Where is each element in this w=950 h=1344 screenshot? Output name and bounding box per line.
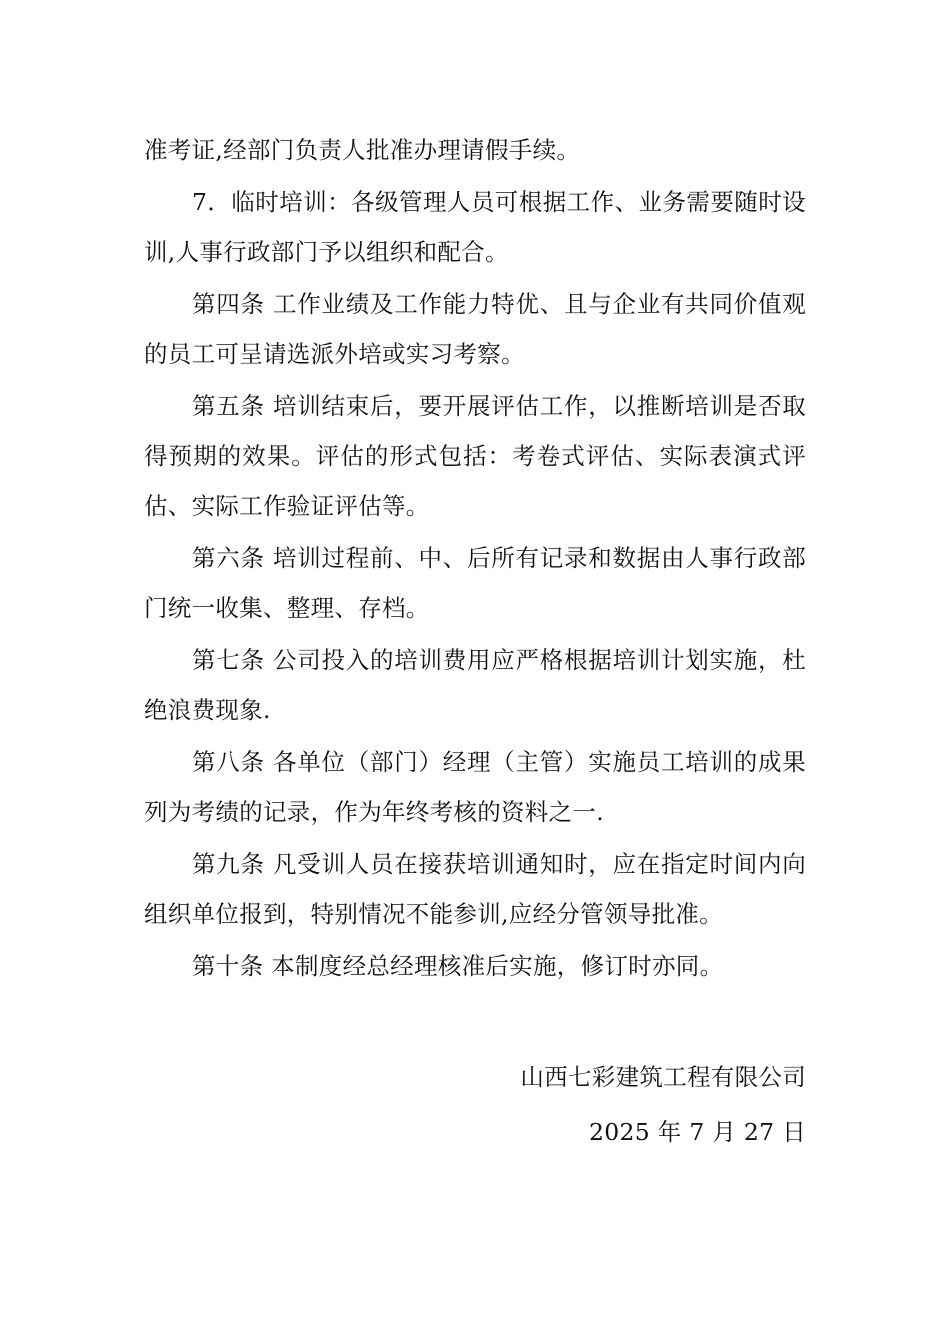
paragraph-article-4: 第四条 工作业绩及工作能力特优、且与企业有共同价值观的员工可呈请选派外培或实习考察。 — [144, 290, 806, 368]
paragraph-article-5: 第五条 培训结束后，要开展评估工作，以推断培训是否取得预期的效果。评估的形式包括：考卷式评估、实际表演式评估、实际工作验证评估等。 — [144, 392, 806, 520]
paragraph-article-9: 第九条 凡受训人员在接获培训通知时，应在指定时间内向组织单位报到，特别情况不能参训,应经分管领导批准。 — [144, 850, 806, 928]
signature-block — [520, 1050, 806, 1160]
paragraph-article-6: 第六条 培训过程前、中、后所有记录和数据由人事行政部门统一收集、整理、存档。 — [144, 544, 806, 622]
document-body — [144, 125, 806, 993]
company-name: 山西七彩建筑工程有限公司 — [520, 1063, 806, 1091]
paragraph-continuation: 准考证,经部门负责人批准办理请假手续。 — [144, 136, 581, 164]
signature-date: 2025 年 7 月 27 日 — [588, 1118, 806, 1146]
paragraph-article-7: 第七条 公司投入的培训费用应严格根据培训计划实施，杜绝浪费现象. — [144, 646, 806, 724]
paragraph-article-8: 第八条 各单位（部门）经理（主管）实施员工培训的成果列为考绩的记录，作为年终考核的资料之一. — [144, 748, 806, 826]
paragraph-temporary-training: 7．临时培训：各级管理人员可根据工作、业务需要随时设训,人事行政部门予以组织和配合。 — [144, 188, 806, 266]
paragraph-article-10: 第十条 本制度经总经理核准后实施，修订时亦同。 — [192, 952, 724, 980]
